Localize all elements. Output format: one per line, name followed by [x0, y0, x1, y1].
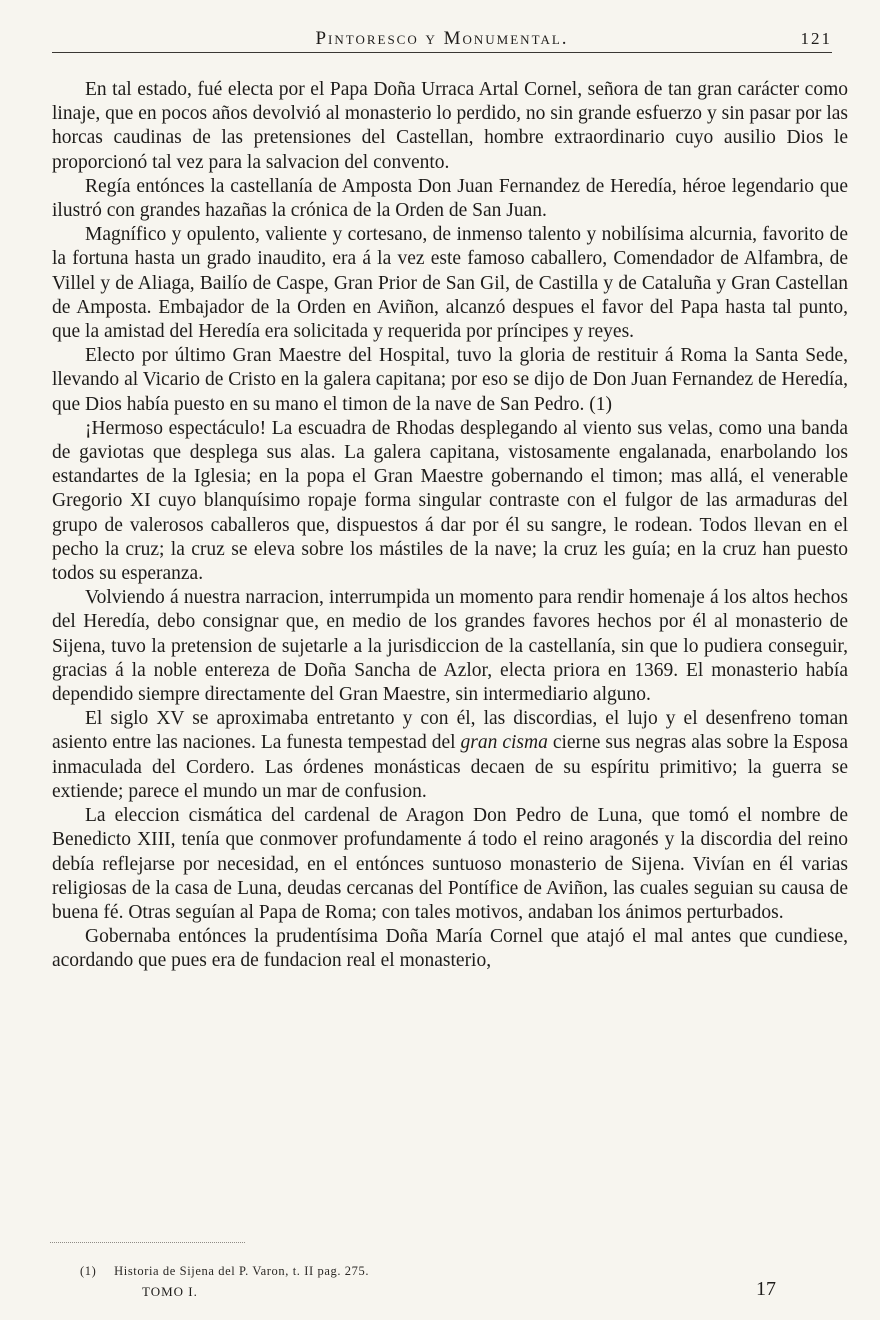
paragraph: [52, 804, 848, 925]
footnote-text: Historia de Sijena del P. Varon, t. II pag. 275.: [114, 1264, 370, 1278]
paragraph: [52, 223, 848, 344]
paragraph-text: ¡Hermoso espectáculo! La escuadra de Rhodas desplegando al viento sus velas, como una banda de gaviotas que desplega sus alas. La galera capitana, vistosamente engalanada, enarbolando los estandartes de la Iglesia; en la popa el Gran Maestre gobernando el timon; mas allá, el venerable Gregorio XI cuyo blanquísimo ropaje forma singular contraste con el fulgor de las armaduras del grupo de valerosos caballeros que, dispuestos á dar por él su sangre, le rodean. Todos llevan en el pecho la cruz; la cruz se eleva sobre los mástiles de la nave; la cruz les guía; en la cruz han puesto todos su esperanza.: [52, 417, 848, 585]
italic-text: gran cisma: [460, 732, 548, 754]
paragraph: [52, 344, 848, 417]
page-number: 121: [800, 29, 832, 48]
paragraph-text: Gobernaba entónces la prudentísima Doña María Cornel que atajó el mal antes que cundiese, acordando que pues era de fundacion real el monasterio,: [52, 926, 848, 972]
paragraph-text: Magnífico y opulento, valiente y cortesano, de inmenso talento y nobilísima alcurnia, favorito de la fortuna hasta un grado inaudito, era á la vez este famoso caballero, Comendador de Alfambra, de Villel y de Aliaga, Bailío de Caspe, Gran Prior de San Gil, de Castilla y de Cataluña y Gran Castellan de Amposta. Embajador de la Orden en Aviñon, alcanzó despues el favor del Papa hasta tal punto, que la amistad del Heredía era solicitada y requerida por príncipes y reyes.: [52, 224, 848, 343]
running-header: [52, 28, 832, 53]
signature-mark: 17: [756, 1278, 776, 1300]
paragraph-text: La eleccion cismática del cardenal de Aragon Don Pedro de Luna, que tomó el nombre de Benedicto XIII, tenía que conmover profundamente á todo el reino aragonés y la discordia del reino debía reflejarse por necesidad, en el entónces suntuoso monasterio de Sijena. Vivían en él varias religiosas de la casa de Luna, deudas cercanas del Pontífice de Aviñon, las cuales seguian su causa de buena fé. Otras seguían al Papa de Roma; con tales motivos, andaban los ánimos perturbados.: [52, 805, 848, 923]
paragraph: [52, 707, 848, 804]
paragraph-text: Electo por último Gran Maestre del Hospital, tuvo la gloria de restituir á Roma la Santa Sede, llevando al Vicario de Cristo en la galera capitana; por eso se dijo de Don Juan Fernandez de Heredía, que Dios había puesto en su mano el timon de la nave de San Pedro. (1): [52, 345, 848, 415]
paragraph-text: Regía entónces la castellanía de Amposta Don Juan Fernandez de Heredía, héroe legendario que ilustró con grandes hazañas la crónica de la Orden de San Juan.: [52, 175, 848, 222]
paragraph: [52, 175, 848, 223]
paragraph: [52, 78, 848, 175]
footnote-rule: [50, 1242, 245, 1243]
paragraph: [52, 586, 848, 707]
paragraph: [52, 925, 848, 973]
paragraph-text: cierne sus negras alas sobre la Esposa inmaculada del Cordero. Las órdenes monásticas decaen de su espíritu primitivo; la guerra se extiende; parece el mundo un mar de confusion.: [52, 732, 848, 802]
footnote-number: (1): [80, 1264, 97, 1278]
paragraph: [52, 417, 848, 586]
paragraph-text: En tal estado, fué electa por el Papa Doña Urraca Artal Cornel, señora de tan gran carácter como linaje, que en pocos años devolvió al monasterio lo perdido, no sin grande esfuerzo y sin pasar por las horcas caudinas de las pretensiones del Castellan, hombre extraordinario cuyo ausilio Dios le proporcionó tal vez para la salvacion del convento.: [52, 79, 848, 173]
running-title: Pintoresco y Monumental.: [315, 28, 569, 49]
paragraph-text: El siglo XV se aproximaba entretanto y con él, las discordias, el lujo y el desenfreno toman asiento entre las naciones. La funesta tempestad del: [52, 708, 848, 754]
footnote: [80, 1264, 369, 1279]
volume-label: TOMO I.: [142, 1284, 198, 1299]
paragraph-text: Volviendo á nuestra narracion, interrumpida un momento para rendir homenaje á los altos hechos del Heredía, debo consignar que, en medio de los grandes favores hechos por él al monasterio de Sijena, tuvo la pretension de sujetarle a la jurisdiccion de la castellanía, sin que lo pudiera conseguir, gracias á la noble entereza de Doña Sancha de Azlor, electa priora en 1369. El monasterio había dependido siempre directamente del Gran Maestre, sin intermediario alguno.: [52, 587, 848, 706]
body-text: [52, 78, 848, 974]
